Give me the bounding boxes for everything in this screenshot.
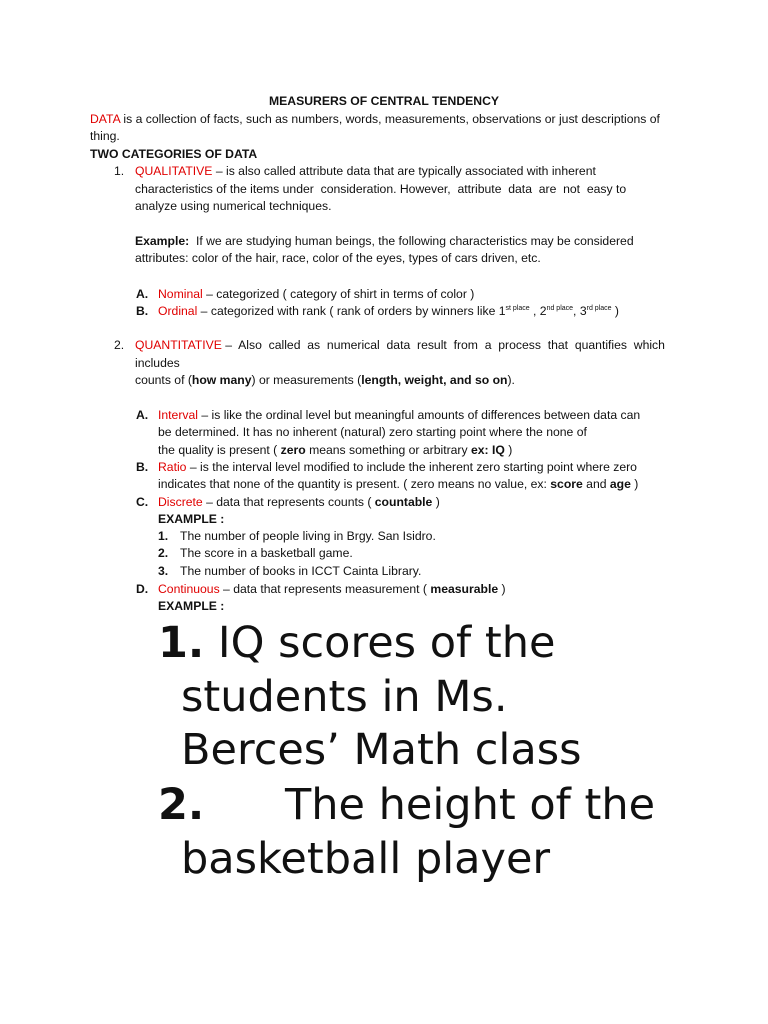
discrete-item-1-text: The number of people living in Brgy. San Isidro. (180, 529, 436, 543)
qualitative-number: 1. (114, 164, 125, 178)
big-item-1-line1 (158, 617, 555, 669)
big-item-2-num: 2. (158, 780, 205, 830)
big-item-2-line1: The height of the (285, 780, 656, 830)
qualitative-term: QUALITATIVE (135, 164, 213, 178)
interval-line3-c: means something or arbitrary (305, 443, 471, 457)
ordinal-mid1: , 2 (529, 304, 547, 318)
interval-zero: zero (280, 443, 306, 457)
qualitative-line3: analyze using numerical techniques. (135, 199, 332, 213)
interval-line3-a: the quality is present ( (158, 443, 281, 457)
qualitative-text1: – is also called attribute data that are typically associated with inherent (212, 164, 596, 178)
data-definition-line1: is a collection of facts, such as numbers, words, measurements, observations or just descriptions of (120, 112, 660, 126)
interval-letter: A. (136, 408, 149, 422)
ratio-letter: B. (136, 460, 149, 474)
page-title: MEASURERS OF CENTRAL TENDENCY (269, 94, 499, 108)
interval-line2: be determined. It has no inherent (natural) zero starting point where the none of (158, 425, 587, 439)
quantitative-term: QUANTITATIVE (135, 338, 222, 352)
quantitative-number: 2. (114, 338, 125, 352)
ordinal-text: – categorized with rank ( rank of orders by winners like 1 (197, 304, 506, 318)
big-item-1-text1: IQ scores of the (204, 618, 556, 668)
ordinal-end: ) (611, 304, 619, 318)
ratio-line2-e: ) (630, 477, 639, 491)
interval-ex-iq: ex: IQ (470, 443, 505, 457)
discrete-term: Discrete (158, 495, 203, 509)
continuous-example-label: EXAMPLE : (158, 599, 225, 613)
qualitative-example-line1 (135, 233, 677, 251)
big-item-2-num-wrap (158, 779, 204, 831)
ratio-text1: – is the interval level modified to include the inherent zero starting point where zero (186, 460, 637, 474)
data-definition (90, 111, 680, 129)
discrete-item-3-text: The number of books in ICCT Cainta Library. (180, 564, 422, 578)
nominal-term: Nominal (158, 287, 203, 301)
ratio-line2 (158, 476, 638, 494)
ordinal-letter: B. (136, 304, 149, 318)
quantitative-line3 (135, 372, 515, 390)
nominal-letter: A. (136, 287, 149, 301)
interval-line3-e: ) (504, 443, 513, 457)
quantitative-line2: includes (135, 356, 180, 370)
discrete-item-2-text: The score in a basketball game. (180, 546, 353, 560)
discrete-text-a: – data that represents counts ( (202, 495, 375, 509)
big-item-2-line2: basketball player (181, 834, 551, 884)
ratio-age: age (609, 477, 631, 491)
discrete-countable: countable (374, 495, 433, 509)
quantitative-line1 (135, 337, 677, 355)
continuous-measurable: measurable (430, 582, 499, 596)
quantitative-line3-c: ) or measurements ( (251, 373, 362, 387)
qualitative-example-text1: If we are studying human beings, the following characteristics may be considered (189, 234, 634, 248)
continuous-text-a: – data that represents measurement ( (219, 582, 431, 596)
continuous-line (158, 581, 506, 599)
ratio-line2-c: and (582, 477, 610, 491)
interval-text1: – is like the ordinal level but meaningful amounts of differences between data can (197, 408, 641, 422)
qualitative-example-label: Example: (135, 234, 190, 248)
qualitative-line2: characteristics of the items under consideration. However, attribute data are not easy to (135, 182, 627, 196)
discrete-line (158, 494, 440, 512)
ordinal-sup3: rd place (586, 305, 612, 312)
qualitative-line1 (135, 163, 677, 181)
data-definition-line2: thing. (90, 129, 120, 143)
interval-line1 (158, 407, 640, 425)
continuous-term: Continuous (158, 582, 220, 596)
ratio-line2-a: indicates that none of the quantity is present. ( zero means no value, ex: (158, 477, 551, 491)
ordinal-item (158, 303, 619, 321)
discrete-item-3-num: 3. (158, 564, 169, 578)
ratio-term: Ratio (158, 460, 187, 474)
discrete-example-label: EXAMPLE : (158, 512, 225, 526)
ordinal-sup1: st place (505, 305, 530, 312)
discrete-item-2-num: 2. (158, 546, 169, 560)
discrete-text-c: ) (432, 495, 440, 509)
big-item-1-num: 1. (158, 618, 205, 668)
qualitative-example-line2: attributes: color of the hair, race, color of the eyes, types of cars driven, etc. (135, 251, 541, 265)
ordinal-sup2: nd place (546, 305, 574, 312)
categories-heading: TWO CATEGORIES OF DATA (90, 147, 258, 161)
big-item-1-line2: students in Ms. (181, 672, 508, 722)
ratio-score: score (550, 477, 583, 491)
nominal-item (158, 286, 474, 304)
discrete-item-1-num: 1. (158, 529, 169, 543)
continuous-letter: D. (136, 582, 149, 596)
quantitative-text1: – Also called as numerical data result from a process that quantifies which (221, 338, 665, 352)
quantitative-how-many: how many (191, 373, 252, 387)
continuous-text-c: ) (498, 582, 506, 596)
quantitative-measurements: length, weight, and so on (361, 373, 508, 387)
discrete-letter: C. (136, 495, 149, 509)
nominal-text: – categorized ( category of shirt in terms of color ) (202, 287, 475, 301)
interval-line3 (158, 442, 512, 460)
ordinal-mid2: , 3 (573, 304, 587, 318)
ratio-line1 (158, 459, 637, 477)
quantitative-line3-d: ). (507, 373, 515, 387)
ordinal-term: Ordinal (158, 304, 198, 318)
data-term: DATA (90, 112, 121, 126)
quantitative-line3-a: counts of ( (135, 373, 192, 387)
big-item-1-line3: Berces’ Math class (181, 725, 582, 775)
interval-term: Interval (158, 408, 198, 422)
